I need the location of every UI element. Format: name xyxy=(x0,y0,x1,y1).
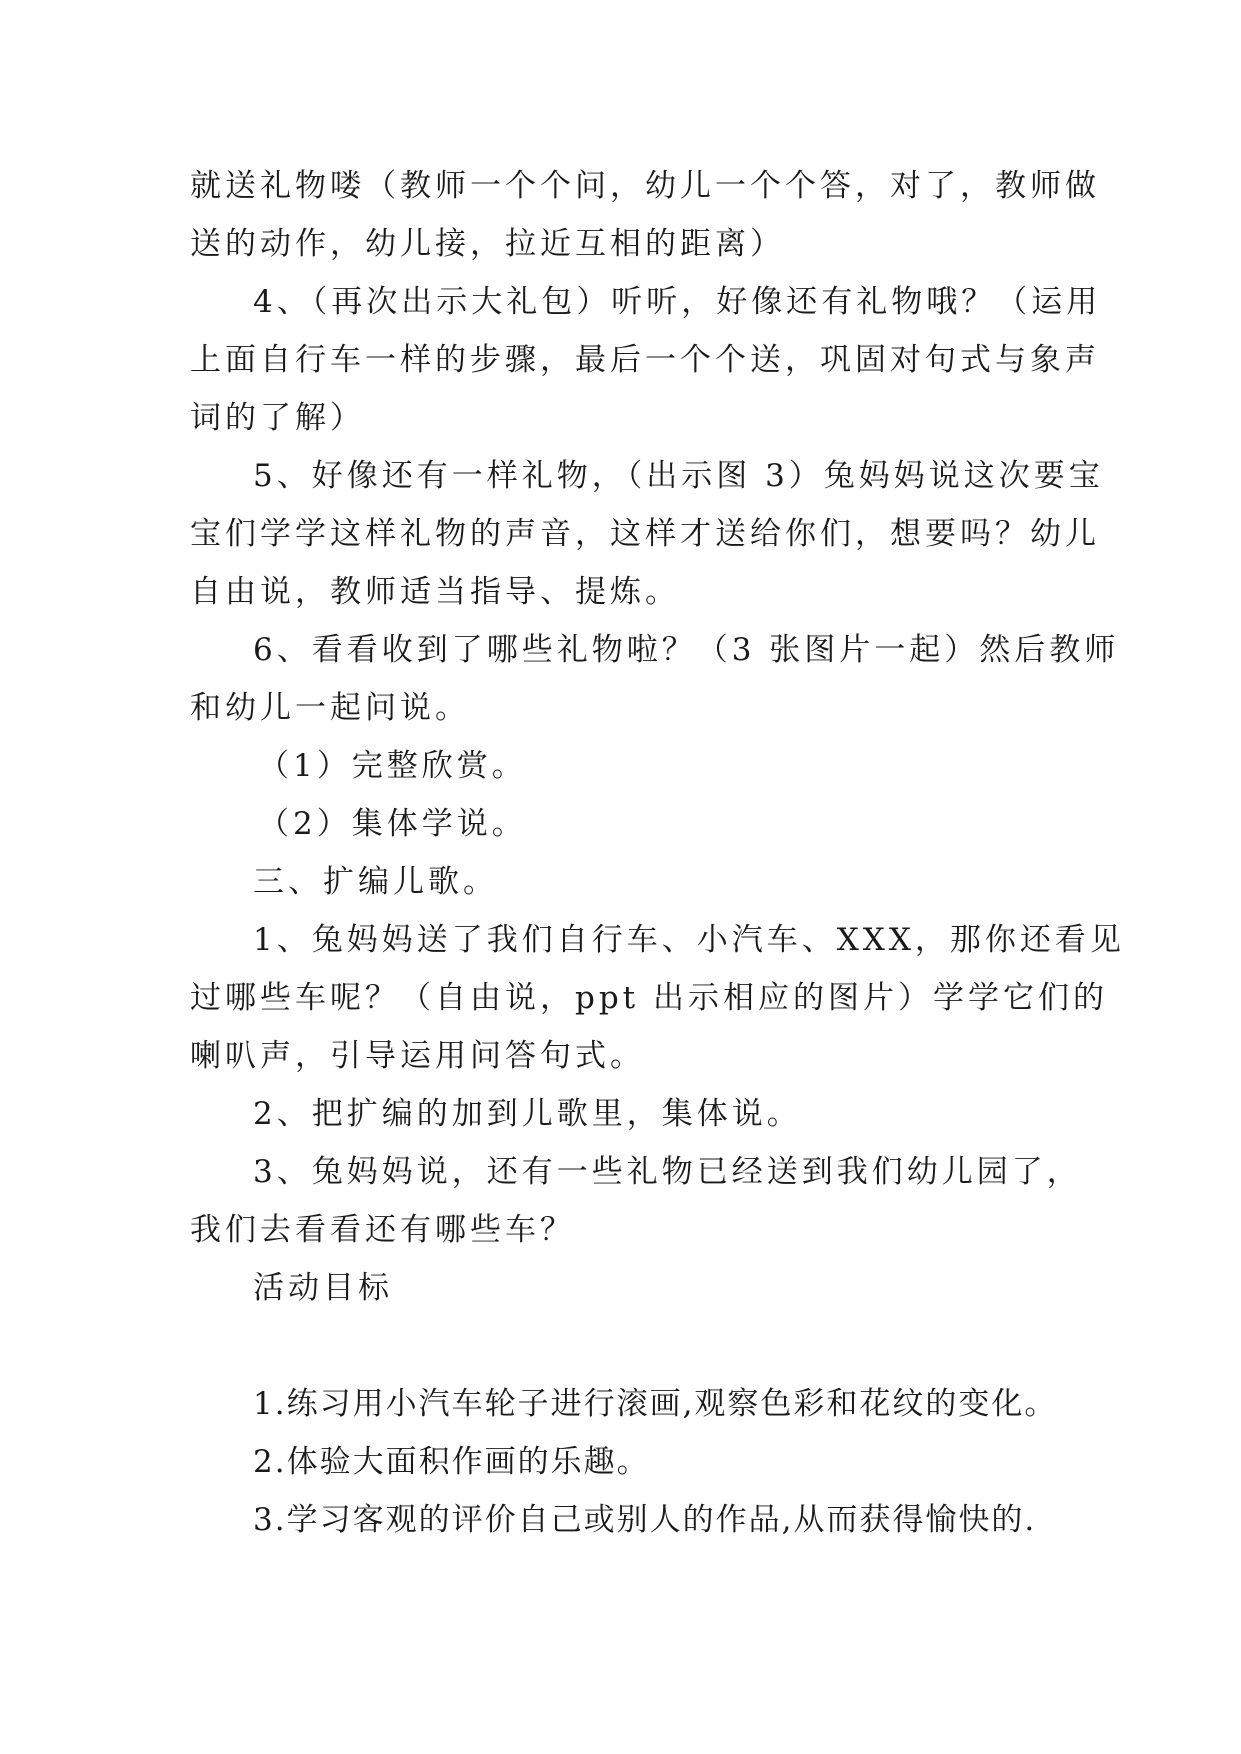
text-line: 和幼儿一起问说。 xyxy=(190,690,470,726)
text-line: 2、把扩编的加到儿歌里，集体说。 xyxy=(253,1096,802,1132)
text-line: 4、（再次出示大礼包）听听，好像还有礼物哦？（运用 xyxy=(253,284,1102,320)
text-line: 自由说，教师适当指导、提炼。 xyxy=(190,574,680,610)
text-line: 5、好像还有一样礼物，（出示图 3）兔妈妈说这次要宝 xyxy=(253,458,1104,494)
text-line: 就送礼物喽（教师一个个问，幼儿一个个答，对了，教师做 xyxy=(190,168,1100,204)
text-line: 宝们学学这样礼物的声音，这样才送给你们，想要吗？幼儿 xyxy=(190,516,1100,552)
sub-item-line: （2）集体学说。 xyxy=(258,806,527,842)
text-line: 过哪些车呢？（自由说，ppt 出示相应的图片）学学它们的 xyxy=(190,980,1108,1016)
goal-item: 3.学习客观的评价自己或别人的作品,从而获得愉快的. xyxy=(253,1502,1037,1538)
text-line: 词的了解） xyxy=(190,400,365,436)
text-line: 3、兔妈妈说，还有一些礼物已经送到我们幼儿园了， xyxy=(253,1154,1082,1190)
text-line: 1、兔妈妈送了我们自行车、小汽车、XXX，那你还看见 xyxy=(253,922,1125,958)
text-line: 6、看看收到了哪些礼物啦？（3 张图片一起）然后教师 xyxy=(253,632,1120,668)
text-line: 上面自行车一样的步骤，最后一个个送，巩固对句式与象声 xyxy=(190,342,1100,378)
section-heading: 三、扩编儿歌。 xyxy=(253,864,498,900)
section-heading: 活动目标 xyxy=(253,1270,393,1306)
text-line: 喇叭声，引导运用问答句式。 xyxy=(190,1038,645,1074)
sub-item-line: （1）完整欣赏。 xyxy=(258,748,527,784)
text-line: 我们去看看还有哪些车？ xyxy=(190,1212,575,1248)
goal-item: 1.练习用小汽车轮子进行滚画,观察色彩和花纹的变化。 xyxy=(253,1386,1058,1422)
text-line: 送的动作，幼儿接，拉近互相的距离） xyxy=(190,226,785,262)
goal-item: 2.体验大面积作画的乐趣。 xyxy=(253,1444,650,1480)
